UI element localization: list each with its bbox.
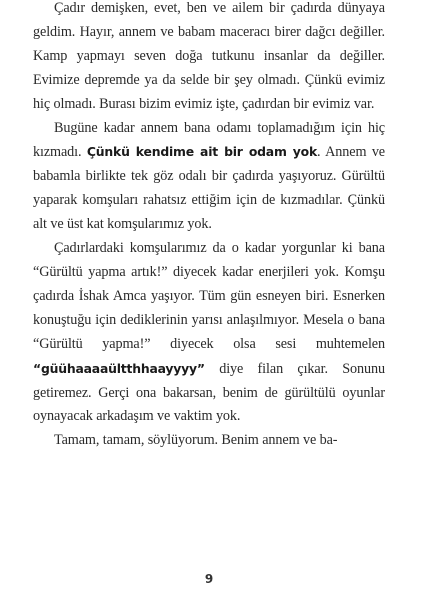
text-run: diye filan çıkar. Sonunu getiremez. Gerçi ona bakarsan, benim de gürültülü oyunlar oynayacak arkadaşım ve vaktim yok. bbox=[33, 360, 385, 425]
book-page bbox=[33, 0, 385, 600]
text-run: . Annem ve babamla birlikte tek göz odalı bir çadırda yaşıyoruz. Gürültü yaparak komşuları rahatsız ettiğim için de kızmadılar. Çünkü alt ve üst kat komşularımız yok. bbox=[33, 144, 386, 233]
text-run: Çadır demişken, evet, ben ve ailem bir çadırda dünyaya geldim. Hayır, annem ve babam maceracı birer dağcı değiller. Kamp yapmayı seven doğa tutkunu insanlar da değiller. Evimize depremde ya da selde bir şey olmadı. Çünkü evimiz hiç olmadı. Burası bizim evimiz işte, çadırdan bir evimiz var. bbox=[33, 0, 385, 112]
paragraph bbox=[33, 0, 385, 117]
paragraph bbox=[33, 429, 385, 453]
text-run: Çadırlardaki komşularımız da o kadar yorgunlar ki bana “Gürültü yapma artık!” diyecek kadar enerjileri yok. Komşu çadırda İshak Amca yaşıyor. Tüm gün esneyen biri. Esnerken konuştuğu için dediklerinin yarısı anlaşılmıyor. Mesela o bana “Gürültü yapma!” diyecek olsa sesi muhtemelen bbox=[33, 240, 385, 352]
page-number: 9 bbox=[204, 572, 214, 586]
text-run: Tamam, tamam, söylüyorum. Benim annem ve ba- bbox=[54, 432, 338, 449]
text-run: Bugüne kadar annem bana odamı toplamadığım için hiç kızmadı. bbox=[33, 119, 385, 161]
handwritten-emphasis: “güühaaaaültthhaayyyy” bbox=[33, 360, 205, 376]
handwritten-emphasis: Çünkü kendime ait bir odam yok bbox=[86, 144, 318, 160]
paragraph bbox=[33, 117, 385, 238]
body-text bbox=[33, 0, 385, 453]
paragraph bbox=[33, 237, 385, 429]
